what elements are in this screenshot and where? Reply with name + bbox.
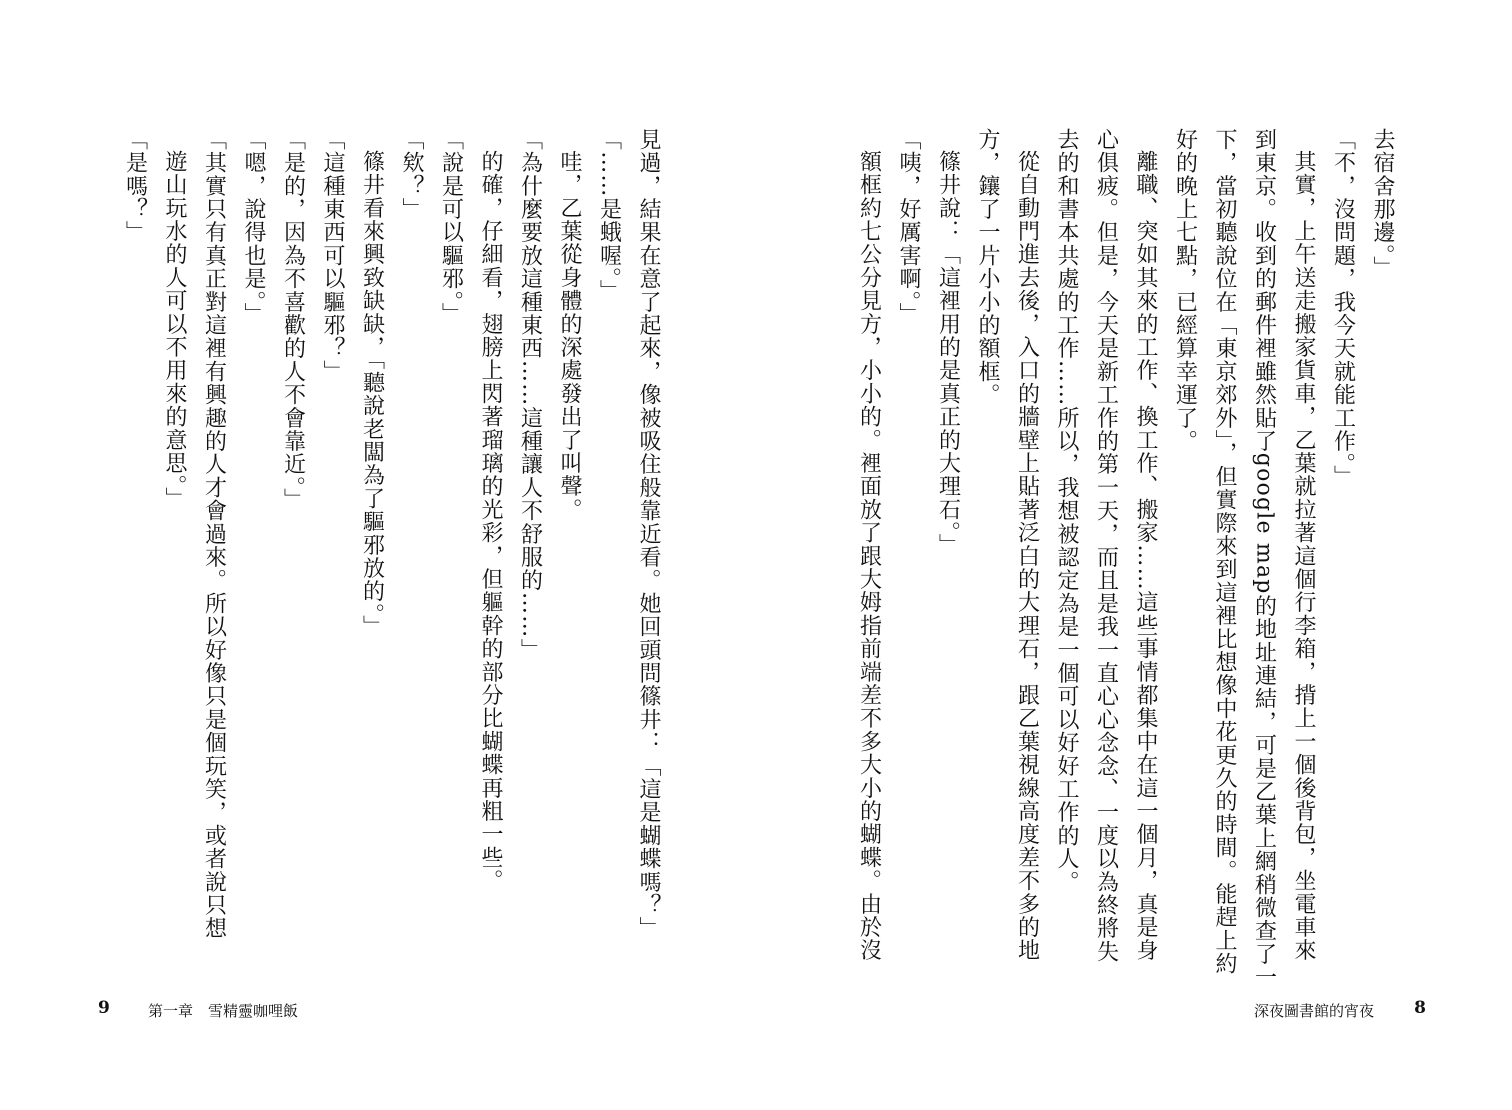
body-line: 「不，沒問題，我今天就能工作。」 (1330, 128, 1356, 489)
right-page-body (849, 128, 1402, 989)
body-line: 遊山玩水的人可以不用來的意思。」 (162, 150, 187, 511)
body-line: 「是的，因為不喜歡的人不會靠近。」 (280, 128, 306, 512)
body-line: 到東京。收到的郵件裡雖然貼了google map的地址連結，可是乙葉上網稍微查了一 (1251, 128, 1277, 989)
body-line: 「這種東西可以驅邪？」 (320, 128, 345, 384)
body-line: 「……是蛾喔。」 (596, 128, 622, 303)
body-line: 「為什麼要放這種東西……這種讓人不舒服的……」 (517, 128, 543, 662)
running-header-chapter-title: 第一章 雪精靈咖哩飯 (148, 1002, 299, 1020)
body-line: 見過，結果在意了起來，像被吸住般靠近看。她回頭問篠井：「這是蝴蝶嗎？」 (636, 128, 661, 940)
body-line: 好的晚上七點，已經算幸運了。 (1172, 128, 1198, 453)
page-number: 8 (1414, 998, 1426, 1018)
body-line: 其實，上午送走搬家貨車，乙葉就拉著這個行李箱，揹上一個後背包，坐電車來 (1291, 150, 1316, 962)
body-line: 去的和書本共處的工作……所以，我想被認定為是一個可以好好工作的人。 (1054, 128, 1079, 894)
body-line: 「欸？」 (399, 128, 424, 221)
body-line: 的確，仔細看，翅膀上閃著瑠璃的光彩，但軀幹的部分比蝴蝶再粗一些。 (478, 150, 503, 893)
body-line: 「咦，好厲害啊。」 (896, 128, 921, 326)
body-line: 「是嗎？」 (122, 128, 148, 244)
right-page (756, 0, 1512, 1110)
left-page-body (115, 128, 668, 938)
body-line: 「嗯，說得也是。」 (241, 128, 266, 326)
body-line: 離職、突如其來的工作、換工作、搬家……這些事情都集中在這一個月，真是身 (1133, 150, 1158, 962)
body-line: 「說是可以驅邪。」 (438, 128, 464, 326)
body-line: 哇，乙葉從身體的深處發出了叫聲。 (557, 150, 582, 522)
running-header-book-title: 深夜圖書館的宵夜 (1253, 1002, 1374, 1020)
body-line: 篠井看來興致缺缺，「聽說老闆為了驅邪放的。」 (359, 150, 385, 639)
body-line: 額框約七公分見方，小小的。裡面放了跟大姆指前端差不多大小的蝴蝶。由於沒 (856, 150, 882, 962)
body-line: 下，當初聽說位在「東京郊外」，但實際來到這裡比想像中花更久的時間。能趕上約 (1212, 128, 1237, 976)
body-line: 心俱疲。但是，今天是新工作的第一天，而且是我一直心心念念、一度以為終將失 (1093, 128, 1119, 964)
body-line: 方，鑲了一片小小的額框。 (975, 128, 1000, 407)
body-line: 從自動門進去後，入口的牆壁上貼著泛白的大理石，跟乙葉視線高度差不多的地 (1014, 150, 1040, 962)
body-line: 「其實只有真正對這裡有興趣的人才會過來。所以好像只是個玩笑，或者說只想 (201, 128, 227, 940)
body-line: 篠井說：「這裡用的是真正的大理石。」 (935, 150, 961, 557)
page-number: 9 (98, 998, 110, 1018)
body-line: 去宿舍那邊。」 (1370, 128, 1395, 280)
